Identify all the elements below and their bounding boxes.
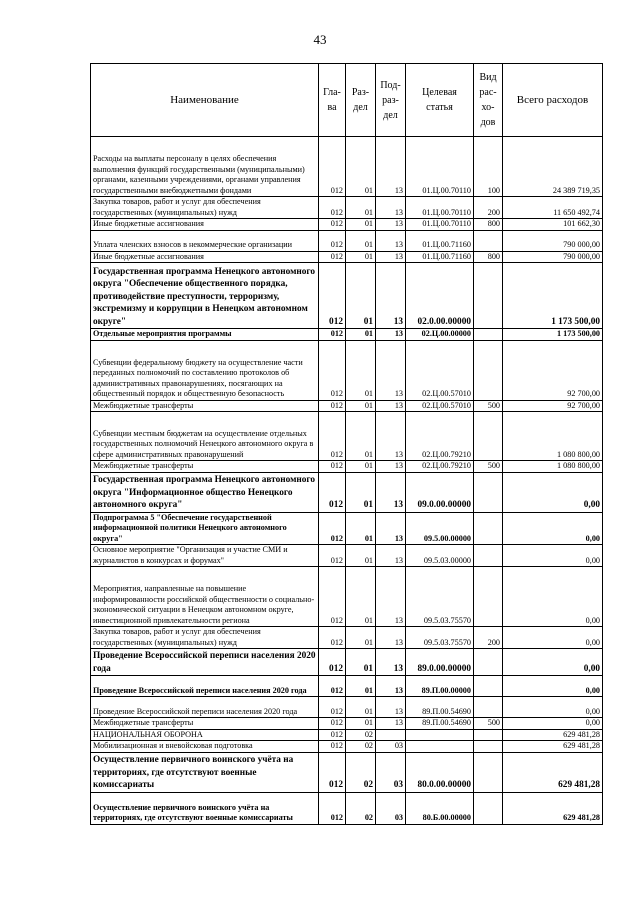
cell-target: 01.Ц.00.70110 xyxy=(406,137,474,197)
cell-total: 0,00 xyxy=(503,545,603,567)
cell-expense-type xyxy=(474,567,503,627)
table-row xyxy=(91,741,603,753)
cell-subsection: 13 xyxy=(376,649,406,676)
cell-target: 09.0.00.00000 xyxy=(406,472,474,512)
cell-target: 89.П.00.54690 xyxy=(406,697,474,718)
table-row xyxy=(91,567,603,627)
cell-section: 01 xyxy=(346,137,376,197)
cell-total: 0,00 xyxy=(503,676,603,697)
cell-subsection: 03 xyxy=(376,792,406,824)
cell-section: 01 xyxy=(346,340,376,400)
cell-target: 80.0.00.00000 xyxy=(406,752,474,792)
cell-target: 89.0.00.00000 xyxy=(406,649,474,676)
cell-chapter: 012 xyxy=(319,545,346,567)
cell-chapter: 012 xyxy=(319,649,346,676)
cell-subsection: 13 xyxy=(376,412,406,461)
cell-total: 92 700,00 xyxy=(503,340,603,400)
cell-target: 89.П.00.00000 xyxy=(406,676,474,697)
cell-name: Мероприятия, направленные на повышение информированности российской общественности о социально-экономической ситуации в Ненецком автономном округе, инвестиционной привлекательности региона xyxy=(91,567,319,627)
cell-subsection: 13 xyxy=(376,472,406,512)
cell-name: Осуществление первичного воинского учёта на территориях, где отсутствуют военные комиссариаты xyxy=(91,752,319,792)
cell-expense-type xyxy=(474,340,503,400)
cell-name: НАЦИОНАЛЬНАЯ ОБОРОНА xyxy=(91,729,319,741)
cell-chapter: 012 xyxy=(319,340,346,400)
cell-expense-type xyxy=(474,512,503,545)
table-row xyxy=(91,649,603,676)
cell-subsection: 13 xyxy=(376,251,406,263)
cell-chapter: 012 xyxy=(319,197,346,219)
cell-name: Межбюджетные трансферты xyxy=(91,718,319,730)
cell-total: 790 000,00 xyxy=(503,251,603,263)
cell-expense-type: 800 xyxy=(474,251,503,263)
cell-chapter: 012 xyxy=(319,512,346,545)
cell-target: 02.Ц.00.00000 xyxy=(406,329,474,341)
cell-name: Субвенции местным бюджетам на осуществление отдельных государственных полномочий Ненецкого автономного округа в сфере административных правонарушений xyxy=(91,412,319,461)
header-expense-type: Вид рас- хо- дов xyxy=(474,64,503,137)
header-subsection: Под- раз- дел xyxy=(376,64,406,137)
cell-expense-type xyxy=(474,729,503,741)
cell-target xyxy=(406,741,474,753)
cell-section: 01 xyxy=(346,545,376,567)
budget-table xyxy=(90,63,603,825)
cell-section: 01 xyxy=(346,197,376,219)
cell-subsection: 03 xyxy=(376,752,406,792)
cell-expense-type xyxy=(474,263,503,329)
cell-total: 629 481,28 xyxy=(503,752,603,792)
cell-name: Закупка товаров, работ и услуг для обеспечения государственных (муниципальных) нужд xyxy=(91,197,319,219)
cell-target: 01.Ц.00.70110 xyxy=(406,197,474,219)
table-row xyxy=(91,400,603,412)
cell-total: 0,00 xyxy=(503,649,603,676)
cell-total: 629 481,28 xyxy=(503,729,603,741)
cell-total: 0,00 xyxy=(503,718,603,730)
cell-subsection: 13 xyxy=(376,230,406,251)
cell-chapter: 012 xyxy=(319,263,346,329)
cell-expense-type xyxy=(474,412,503,461)
cell-total: 0,00 xyxy=(503,472,603,512)
cell-section: 01 xyxy=(346,219,376,231)
cell-chapter: 012 xyxy=(319,230,346,251)
cell-subsection: 03 xyxy=(376,741,406,753)
cell-section: 01 xyxy=(346,461,376,473)
header-target: Целевая статья xyxy=(406,64,474,137)
cell-subsection: 13 xyxy=(376,627,406,649)
cell-total: 0,00 xyxy=(503,697,603,718)
cell-name: Проведение Всероссийской переписи населения 2020 года xyxy=(91,676,319,697)
cell-name: Мобилизационная и вневойсковая подготовка xyxy=(91,741,319,753)
cell-total: 790 000,00 xyxy=(503,230,603,251)
cell-name: Основное мероприятие "Организация и участие СМИ и журналистов в конкурсах и форумах" xyxy=(91,545,319,567)
cell-name: Отдельные мероприятия программы xyxy=(91,329,319,341)
cell-chapter: 012 xyxy=(319,400,346,412)
cell-chapter: 012 xyxy=(319,219,346,231)
cell-expense-type: 500 xyxy=(474,461,503,473)
cell-expense-type xyxy=(474,741,503,753)
table-row xyxy=(91,512,603,545)
cell-section: 01 xyxy=(346,263,376,329)
cell-expense-type: 200 xyxy=(474,197,503,219)
cell-total: 1 173 500,00 xyxy=(503,263,603,329)
cell-name: Иные бюджетные ассигнования xyxy=(91,219,319,231)
cell-expense-type xyxy=(474,676,503,697)
cell-name: Государственная программа Ненецкого автономного округа "Обеспечение общественного порядка, противодействие преступности, терроризму, экстремизму и коррупции в Ненецком автономном округе" xyxy=(91,263,319,329)
cell-chapter: 012 xyxy=(319,251,346,263)
cell-name: Закупка товаров, работ и услуг для обеспечения государственных (муниципальных) нужд xyxy=(91,627,319,649)
cell-section: 01 xyxy=(346,329,376,341)
cell-section: 01 xyxy=(346,697,376,718)
header-total: Всего расходов xyxy=(503,64,603,137)
cell-total: 629 481,28 xyxy=(503,741,603,753)
cell-expense-type xyxy=(474,230,503,251)
table-row xyxy=(91,230,603,251)
cell-target: 09.5.00.00000 xyxy=(406,512,474,545)
cell-subsection: 13 xyxy=(376,461,406,473)
cell-subsection: 13 xyxy=(376,545,406,567)
header-section: Раз- дел xyxy=(346,64,376,137)
table-row xyxy=(91,197,603,219)
cell-chapter: 012 xyxy=(319,137,346,197)
cell-section: 01 xyxy=(346,649,376,676)
cell-expense-type: 500 xyxy=(474,400,503,412)
cell-chapter: 012 xyxy=(319,329,346,341)
table-row xyxy=(91,676,603,697)
cell-chapter: 012 xyxy=(319,676,346,697)
cell-total: 0,00 xyxy=(503,627,603,649)
table-row xyxy=(91,461,603,473)
table-row xyxy=(91,752,603,792)
cell-chapter: 012 xyxy=(319,472,346,512)
cell-target: 89.П.00.54690 xyxy=(406,718,474,730)
cell-section: 01 xyxy=(346,400,376,412)
cell-target: 09.5.03.00000 xyxy=(406,545,474,567)
cell-target: 09.5.03.75570 xyxy=(406,627,474,649)
cell-target: 01.Ц.00.71160 xyxy=(406,251,474,263)
cell-chapter: 012 xyxy=(319,792,346,824)
cell-section: 02 xyxy=(346,792,376,824)
cell-section: 01 xyxy=(346,472,376,512)
table-row xyxy=(91,729,603,741)
cell-section: 01 xyxy=(346,718,376,730)
cell-target: 02.Ц.00.57010 xyxy=(406,340,474,400)
cell-total: 0,00 xyxy=(503,567,603,627)
table-row xyxy=(91,219,603,231)
cell-subsection: 13 xyxy=(376,137,406,197)
cell-chapter: 012 xyxy=(319,718,346,730)
cell-name: Расходы на выплаты персоналу в целях обеспечения выполнения функций государственными (муниципальными) органами, казенными учреждениями, органами управления государственными внебюджетными фондами xyxy=(91,137,319,197)
cell-expense-type: 100 xyxy=(474,137,503,197)
cell-chapter: 012 xyxy=(319,412,346,461)
cell-total: 1 173 500,00 xyxy=(503,329,603,341)
cell-subsection xyxy=(376,729,406,741)
cell-expense-type: 500 xyxy=(474,718,503,730)
cell-total: 92 700,00 xyxy=(503,400,603,412)
cell-subsection: 13 xyxy=(376,718,406,730)
cell-chapter: 012 xyxy=(319,741,346,753)
cell-target: 02.Ц.00.79210 xyxy=(406,461,474,473)
cell-total: 11 650 492,74 xyxy=(503,197,603,219)
cell-section: 01 xyxy=(346,251,376,263)
cell-subsection: 13 xyxy=(376,219,406,231)
cell-target: 09.5.03.75570 xyxy=(406,567,474,627)
cell-target: 01.Ц.00.70110 xyxy=(406,219,474,231)
cell-total: 0,00 xyxy=(503,512,603,545)
cell-chapter: 012 xyxy=(319,461,346,473)
cell-expense-type xyxy=(474,792,503,824)
cell-chapter: 012 xyxy=(319,627,346,649)
page-number: 43 xyxy=(313,32,327,47)
cell-target: 80.Б.00.00000 xyxy=(406,792,474,824)
cell-name: Межбюджетные трансферты xyxy=(91,461,319,473)
cell-chapter: 012 xyxy=(319,567,346,627)
cell-expense-type xyxy=(474,697,503,718)
cell-target: 02.Ц.00.57010 xyxy=(406,400,474,412)
cell-subsection: 13 xyxy=(376,263,406,329)
cell-target: 01.Ц.00.71160 xyxy=(406,230,474,251)
cell-name: Субвенции федеральному бюджету на осуществление части переданных полномочий по составлению протоколов об административных правонарушениях, посягающих на общественный порядок и общественную безопасность xyxy=(91,340,319,400)
cell-subsection: 13 xyxy=(376,567,406,627)
cell-expense-type: 800 xyxy=(474,219,503,231)
table-row xyxy=(91,545,603,567)
cell-subsection: 13 xyxy=(376,512,406,545)
table-row xyxy=(91,472,603,512)
cell-expense-type xyxy=(474,752,503,792)
cell-section: 01 xyxy=(346,230,376,251)
cell-section: 01 xyxy=(346,676,376,697)
table-row xyxy=(91,792,603,824)
cell-chapter: 012 xyxy=(319,752,346,792)
cell-target: 02.Ц.00.79210 xyxy=(406,412,474,461)
cell-expense-type xyxy=(474,329,503,341)
table-row xyxy=(91,627,603,649)
cell-name: Проведение Всероссийской переписи населения 2020 года xyxy=(91,649,319,676)
cell-expense-type xyxy=(474,649,503,676)
cell-name: Иные бюджетные ассигнования xyxy=(91,251,319,263)
cell-subsection: 13 xyxy=(376,676,406,697)
cell-name: Осуществление первичного воинского учёта на территориях, где отсутствуют военные комиссариаты xyxy=(91,792,319,824)
table-header-row xyxy=(91,64,603,137)
cell-subsection: 13 xyxy=(376,329,406,341)
cell-section: 02 xyxy=(346,729,376,741)
cell-total: 101 662,30 xyxy=(503,219,603,231)
cell-section: 01 xyxy=(346,567,376,627)
table-row xyxy=(91,251,603,263)
cell-section: 01 xyxy=(346,512,376,545)
cell-expense-type xyxy=(474,545,503,567)
cell-name: Уплата членских взносов в некоммерческие организации xyxy=(91,230,319,251)
cell-total: 1 080 800,00 xyxy=(503,412,603,461)
cell-total: 1 080 800,00 xyxy=(503,461,603,473)
cell-target: 02.0.00.00000 xyxy=(406,263,474,329)
table-row xyxy=(91,718,603,730)
cell-section: 01 xyxy=(346,627,376,649)
table-row xyxy=(91,340,603,400)
table-row xyxy=(91,412,603,461)
cell-total: 629 481,28 xyxy=(503,792,603,824)
cell-chapter: 012 xyxy=(319,729,346,741)
table-row xyxy=(91,329,603,341)
cell-subsection: 13 xyxy=(376,197,406,219)
cell-total: 24 389 719,35 xyxy=(503,137,603,197)
table-row xyxy=(91,263,603,329)
cell-name: Проведение Всероссийской переписи населения 2020 года xyxy=(91,697,319,718)
cell-subsection: 13 xyxy=(376,400,406,412)
table-row xyxy=(91,697,603,718)
cell-subsection: 13 xyxy=(376,697,406,718)
header-chapter: Гла- ва xyxy=(319,64,346,137)
cell-section: 02 xyxy=(346,741,376,753)
cell-section: 02 xyxy=(346,752,376,792)
cell-expense-type: 200 xyxy=(474,627,503,649)
cell-target xyxy=(406,729,474,741)
cell-section: 01 xyxy=(346,412,376,461)
cell-chapter: 012 xyxy=(319,697,346,718)
header-name: Наименование xyxy=(91,64,319,137)
cell-name: Подпрограмма 5 "Обеспечение государственной информационной политики Ненецкого автономного округа" xyxy=(91,512,319,545)
cell-name: Государственная программа Ненецкого автономного округа "Информационное общество Ненецкого автономного округа" xyxy=(91,472,319,512)
cell-name: Межбюджетные трансферты xyxy=(91,400,319,412)
cell-subsection: 13 xyxy=(376,340,406,400)
cell-expense-type xyxy=(474,472,503,512)
table-row xyxy=(91,137,603,197)
